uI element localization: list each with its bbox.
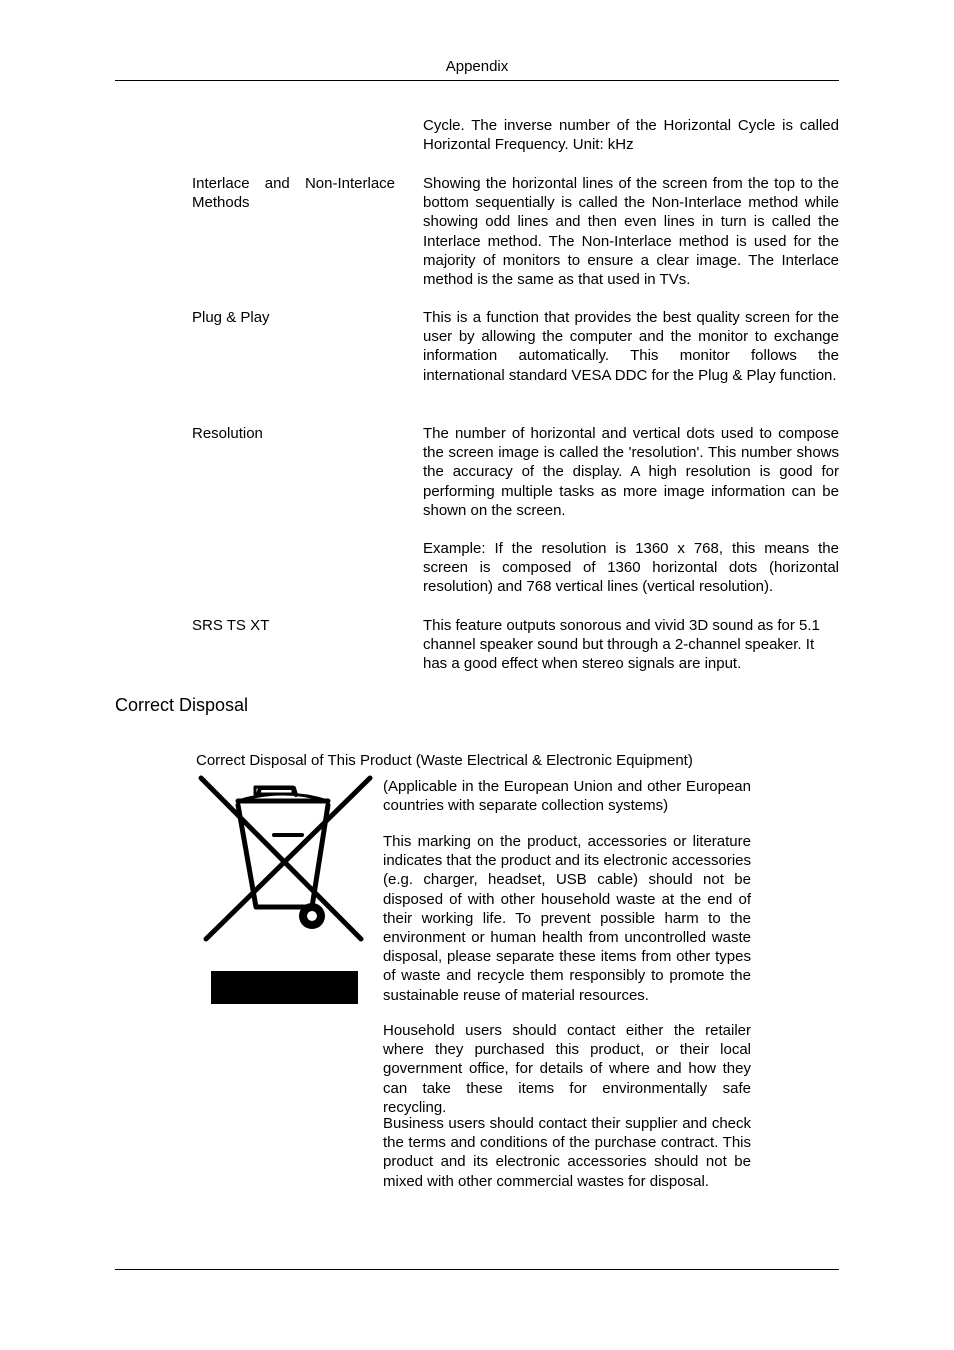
header-rule bbox=[115, 80, 839, 81]
glossary-term-srs: SRS TS XT bbox=[192, 617, 270, 634]
glossary-def-plug-play: This is a function that provides the best quality screen for the user by allowing the computer and the monitor to exchange information automatically. This monitor follows the international standard VESA DDC for the Plug & Play function. bbox=[423, 309, 839, 384]
glossary-term-plug-play: Plug & Play bbox=[192, 309, 270, 326]
crossed-out-wheelie-bin-icon bbox=[198, 775, 374, 1007]
glossary-def-resolution: The number of horizontal and vertical dots used to compose the screen image is called the 'resolution'. This number shows the accuracy of the display. A high resolution is good for performing multiple tasks as more image information can be shown on the screen. bbox=[423, 425, 839, 519]
glossary-example-resolution: Example: If the resolution is 1360 x 768, this means the screen is composed of 1360 horizontal dots (horizontal resolution) and 768 vertical lines (vertical resolution). bbox=[423, 540, 839, 596]
section-heading: Correct Disposal bbox=[115, 695, 249, 715]
header-title: Appendix bbox=[445, 58, 509, 75]
disposal-paragraph: Household users should contact either the retailer where they purchased this product, or their local government office, for details of where and how they can take these items for environmentally safe recycling. bbox=[383, 1022, 751, 1116]
sub-heading: Correct Disposal of This Product (Waste Electrical & Electronic Equipment) bbox=[196, 752, 693, 769]
glossary-continuation: Cycle. The inverse number of the Horizontal Cycle is called Horizontal Frequency. Unit: kHz bbox=[423, 117, 839, 154]
glossary-term-resolution: Resolution bbox=[192, 425, 263, 442]
glossary-term-interlace: Interlace and Non-Interlace Methods bbox=[192, 175, 395, 212]
glossary-def-srs: This feature outputs sonorous and vivid 3D sound as for 5.1 channel speaker sound but through a 2-channel speaker. It has a good effect when stereo signals are input. bbox=[423, 617, 820, 673]
glossary-def-interlace: Showing the horizontal lines of the screen from the top to the bottom sequentially is called the Non-Interlace method while showing odd lines and then even lines in turn is called the Interlace method. The Non-Interlace method is used for the majority of monitors to ensure a clear image. The Interlace method is the same as that used in TVs. bbox=[423, 175, 839, 289]
disposal-paragraph: This marking on the product, accessories or literature indicates that the product and its electronic accessories (e.g. charger, headset, USB cable) should not be disposed of with other household waste at the end of their working life. To prevent possible harm to the environment or human health from uncontrolled waste disposal, please separate these items from other types of waste and recycle them responsibly to promote the sustainable reuse of material resources. bbox=[383, 833, 751, 1004]
disposal-paragraph: (Applicable in the European Union and other European countries with separate collection systems) bbox=[383, 778, 751, 815]
footer-rule bbox=[115, 1269, 839, 1270]
disposal-paragraph: Business users should contact their supplier and check the terms and conditions of the purchase contract. This product and its electronic accessories should not be mixed with other commercial wastes for disposal. bbox=[383, 1115, 751, 1190]
